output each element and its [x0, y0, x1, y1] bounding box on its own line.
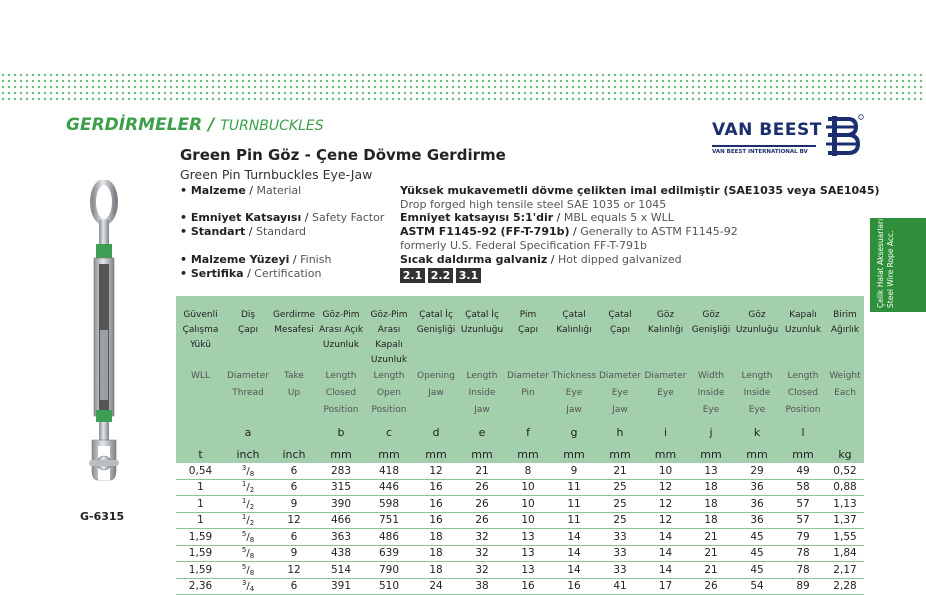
header-row-tr-cell: Güvenli Çalışma Yükü	[176, 296, 225, 368]
logo-wordmark: VAN BEEST	[712, 120, 822, 140]
table-cell: 14	[551, 529, 597, 546]
header-row-letter-cell: k	[734, 419, 780, 445]
header-row-letter	[176, 419, 864, 445]
table-cell: 13	[505, 562, 551, 579]
cert-badge: 3.1	[456, 268, 481, 283]
header-row-unit-cell: mm	[643, 445, 688, 463]
table-cell: 38	[459, 578, 505, 595]
table-cell: 598	[365, 496, 413, 513]
header-row-letter-cell: c	[365, 419, 413, 445]
spec-standard-label: • Standart / Standard	[180, 225, 307, 238]
table-cell: 29	[734, 463, 780, 479]
table-cell: 0,54	[176, 463, 225, 479]
header-row-unit-cell: t	[176, 445, 225, 463]
table-cell: 514	[317, 562, 365, 579]
table-cell: $^5/_8$	[225, 529, 271, 546]
table-cell: 790	[365, 562, 413, 579]
header-row-tr-cell: Göz Genişliği	[688, 296, 734, 368]
header-row-unit-cell: mm	[734, 445, 780, 463]
table-row	[176, 545, 864, 562]
table-cell: 26	[459, 479, 505, 496]
header-row-en-cell: Diameter Eye Jaw	[597, 368, 643, 419]
table-cell: 6	[271, 529, 317, 546]
header-row-letter-cell: i	[643, 419, 688, 445]
header-row-en-cell: Length Open Position	[365, 368, 413, 419]
table-cell: 12	[643, 512, 688, 529]
header-row-en-cell: Length Inside Eye	[734, 368, 780, 419]
table-cell: 6	[271, 463, 317, 479]
table-cell: 16	[413, 512, 459, 529]
turnbuckle-image	[84, 180, 124, 492]
table-cell: 14	[551, 545, 597, 562]
table-cell: 9	[271, 496, 317, 513]
table-cell: $^3/_8$	[225, 463, 271, 479]
logo-b-icon	[824, 114, 864, 160]
spec-standard-value-en: formerly U.S. Federal Specification FF-T-791b	[400, 239, 647, 252]
section-title-en: TURNBUCKLES	[220, 118, 324, 134]
header-row-en-cell: Width Inside Eye	[688, 368, 734, 419]
table-cell: $^1/_2$	[225, 496, 271, 513]
table-cell: 49	[780, 463, 826, 479]
specs-table	[176, 296, 864, 595]
table-cell: 32	[459, 562, 505, 579]
table-cell: 33	[597, 562, 643, 579]
header-row-letter-cell: l	[780, 419, 826, 445]
header-row-tr-cell: Göz-Pim Arası Açık Uzunluk	[317, 296, 365, 368]
table-row	[176, 562, 864, 579]
table-row	[176, 512, 864, 529]
table-cell: 363	[317, 529, 365, 546]
table-cell: 25	[597, 479, 643, 496]
table-cell: 16	[413, 479, 459, 496]
header-row-tr-cell: Çatal Kalınlığı	[551, 296, 597, 368]
header-row-unit-cell: mm	[551, 445, 597, 463]
table-cell: 14	[643, 562, 688, 579]
table-cell: 12	[643, 479, 688, 496]
table-cell: 11	[551, 479, 597, 496]
table-cell: 13	[688, 463, 734, 479]
table-cell: 1	[176, 496, 225, 513]
header-row-tr-cell: Göz-Pim Arası Kapalı Uzunluk	[365, 296, 413, 368]
table-cell: 283	[317, 463, 365, 479]
spec-finish-label: • Malzeme Yüzeyi / Finish	[180, 253, 332, 266]
table-cell: 1,13	[826, 496, 864, 513]
spec-safety-value: Emniyet katsayısı 5:1'dir / MBL equals 5 x WLL	[400, 211, 674, 224]
header-row-en-cell: Diameter Thread	[225, 368, 271, 419]
table-cell: 25	[597, 512, 643, 529]
table-cell: 466	[317, 512, 365, 529]
table-cell: 21	[688, 529, 734, 546]
spec-standard-value: ASTM F1145-92 (FF-T-791b) / Generally to ASTM F1145-92	[400, 225, 738, 238]
table-cell: 89	[780, 578, 826, 595]
table-cell: 33	[597, 545, 643, 562]
logo-rule	[712, 145, 816, 147]
table-cell: 11	[551, 496, 597, 513]
header-row-tr-cell: Birim Ağırlık	[826, 296, 864, 368]
spec-finish-value: Sıcak daldırma galvaniz / Hot dipped galvanized	[400, 253, 682, 266]
header-row-letter-cell: a	[225, 419, 271, 445]
table-cell: 26	[459, 496, 505, 513]
header-row-unit-cell: inch	[225, 445, 271, 463]
spec-safety-label: • Emniyet Katsayısı / Safety Factor	[180, 211, 385, 224]
header-row-unit-cell: inch	[271, 445, 317, 463]
table-cell: 16	[505, 578, 551, 595]
header-row-letter-cell: g	[551, 419, 597, 445]
header-row-en-cell: Diameter Eye	[643, 368, 688, 419]
table-cell: 32	[459, 529, 505, 546]
table-cell: 2,17	[826, 562, 864, 579]
header-row-unit	[176, 445, 864, 463]
header-row-en-cell: Weight Each	[826, 368, 864, 419]
header-row-letter-cell	[826, 419, 864, 445]
table-cell: 10	[505, 496, 551, 513]
table-cell: 1	[176, 479, 225, 496]
table-cell: 12	[643, 496, 688, 513]
header-row-tr-cell: Kapalı Uzunluk	[780, 296, 826, 368]
table-cell: 18	[413, 545, 459, 562]
table-cell: 0,52	[826, 463, 864, 479]
table-cell: 12	[271, 562, 317, 579]
header-row-en-cell: WLL	[176, 368, 225, 419]
table-cell: 57	[780, 512, 826, 529]
table-cell: 21	[459, 463, 505, 479]
header-row-unit-cell: mm	[317, 445, 365, 463]
table-cell: 418	[365, 463, 413, 479]
spec-material-value: Yüksek mukavemetli dövme çelikten imal edilmiştir (SAE1035 veya SAE1045)	[400, 184, 880, 197]
table-cell: 1,59	[176, 562, 225, 579]
table-row	[176, 496, 864, 513]
header-row-letter-cell: d	[413, 419, 459, 445]
table-cell: 2,36	[176, 578, 225, 595]
side-tab-line2: Steel Wire Rope Acc.	[886, 230, 895, 308]
table-cell: 10	[643, 463, 688, 479]
spec-cert-label: • Sertifika / Certification	[180, 267, 322, 280]
header-row-en-cell: Length Inside Jaw	[459, 368, 505, 419]
section-title	[66, 115, 324, 135]
table-cell: 45	[734, 562, 780, 579]
table-cell: 18	[688, 496, 734, 513]
cert-badge: 2.1	[400, 268, 425, 283]
table-row	[176, 529, 864, 546]
table-cell: 24	[413, 578, 459, 595]
table-cell: 36	[734, 479, 780, 496]
header-row-unit-cell: mm	[505, 445, 551, 463]
product-code: G-6315	[80, 510, 125, 523]
header-row-unit-cell: kg	[826, 445, 864, 463]
table-cell: 79	[780, 529, 826, 546]
table-cell: 6	[271, 479, 317, 496]
table-cell: 16	[413, 496, 459, 513]
header-row-letter-cell	[271, 419, 317, 445]
table-cell: 1,84	[826, 545, 864, 562]
table-cell: 14	[643, 529, 688, 546]
table-cell: 78	[780, 562, 826, 579]
section-title-tr: GERDİRMELER	[66, 115, 203, 135]
header-row-tr-cell: Çatal İç Genişliği	[413, 296, 459, 368]
table-cell: 0,88	[826, 479, 864, 496]
table-cell: $^3/_4$	[225, 578, 271, 595]
table-cell: 21	[688, 562, 734, 579]
table-cell: 17	[643, 578, 688, 595]
table-cell: 12	[271, 512, 317, 529]
table-cell: 1,55	[826, 529, 864, 546]
table-cell: 13	[505, 529, 551, 546]
header-row-unit-cell: mm	[365, 445, 413, 463]
table-cell: 1,37	[826, 512, 864, 529]
header-row-letter-cell: f	[505, 419, 551, 445]
table-cell: 18	[413, 562, 459, 579]
table-cell: 33	[597, 529, 643, 546]
header-row-tr-cell: Göz Kalınlığı	[643, 296, 688, 368]
table-cell: $^5/_8$	[225, 545, 271, 562]
table-cell: 58	[780, 479, 826, 496]
dotted-band	[0, 72, 926, 102]
table-cell: 2,28	[826, 578, 864, 595]
table-cell: $^5/_8$	[225, 562, 271, 579]
table-cell: 57	[780, 496, 826, 513]
table-cell: 45	[734, 529, 780, 546]
table-cell: 9	[551, 463, 597, 479]
table-cell: 26	[688, 578, 734, 595]
header-row-unit-cell: mm	[688, 445, 734, 463]
table-cell: 1,59	[176, 545, 225, 562]
header-row-en-cell: Diameter Pin	[505, 368, 551, 419]
van-beest-logo	[706, 114, 866, 162]
header-row-en-cell: Thickness Eye Jaw	[551, 368, 597, 419]
header-row-tr-cell: Gerdirme Mesafesi	[271, 296, 317, 368]
table-cell: 25	[597, 496, 643, 513]
table-cell: 18	[413, 529, 459, 546]
header-row-tr	[176, 296, 864, 368]
header-row-tr-cell: Pim Çapı	[505, 296, 551, 368]
table-cell: 315	[317, 479, 365, 496]
table-cell: 14	[643, 545, 688, 562]
header-row-unit-cell: mm	[597, 445, 643, 463]
table-cell: 751	[365, 512, 413, 529]
table-row	[176, 578, 864, 595]
table-cell: 21	[688, 545, 734, 562]
table-cell: 1	[176, 512, 225, 529]
side-tab-text	[876, 219, 896, 308]
table-cell: 446	[365, 479, 413, 496]
table-cell: 14	[551, 562, 597, 579]
header-row-letter-cell: e	[459, 419, 505, 445]
product-subtitle: Green Pin Turnbuckles Eye-Jaw	[180, 167, 373, 182]
header-row-tr-cell: Çatal Çapı	[597, 296, 643, 368]
table-cell: 486	[365, 529, 413, 546]
logo-subtitle: VAN BEEST INTERNATIONAL BV	[712, 149, 808, 155]
table-cell: 78	[780, 545, 826, 562]
spec-material-value-en: Drop forged high tensile steel SAE 1035 or 1045	[400, 198, 667, 211]
header-row-letter-cell: b	[317, 419, 365, 445]
table-cell: 18	[688, 512, 734, 529]
header-row-tr-cell: Göz Uzunluğu	[734, 296, 780, 368]
table-cell: 391	[317, 578, 365, 595]
table-cell: 11	[551, 512, 597, 529]
header-row-en	[176, 368, 864, 419]
table-row	[176, 463, 864, 479]
header-row-letter-cell: j	[688, 419, 734, 445]
spec-material-label: • Malzeme / Material	[180, 184, 302, 197]
header-row-tr-cell: Diş Çapı	[225, 296, 271, 368]
side-tab-line1: Çelik Halat Aksesuarları	[876, 218, 885, 308]
table-cell: 13	[505, 545, 551, 562]
side-category-tab[interactable]	[870, 218, 926, 312]
table-cell: 12	[413, 463, 459, 479]
table-cell: 9	[271, 545, 317, 562]
table-cell: 16	[551, 578, 597, 595]
table-cell: 510	[365, 578, 413, 595]
table-cell: 18	[688, 479, 734, 496]
table-cell: 438	[317, 545, 365, 562]
table-row	[176, 479, 864, 496]
table-cell: 26	[459, 512, 505, 529]
header-row-en-cell: Length Closed Position	[780, 368, 826, 419]
table-cell: 45	[734, 545, 780, 562]
table-cell: 54	[734, 578, 780, 595]
header-row-tr-cell: Çatal İç Uzunluğu	[459, 296, 505, 368]
table-cell: 36	[734, 512, 780, 529]
table-cell: 21	[597, 463, 643, 479]
header-row-unit-cell: mm	[413, 445, 459, 463]
table-cell: 1,59	[176, 529, 225, 546]
table-cell: 32	[459, 545, 505, 562]
header-row-en-cell: Length Closed Position	[317, 368, 365, 419]
product-title: Green Pin Göz - Çene Dövme Gerdirme	[180, 146, 506, 164]
header-row-letter-cell: h	[597, 419, 643, 445]
table-cell: 8	[505, 463, 551, 479]
table-cell: 639	[365, 545, 413, 562]
table-cell: 10	[505, 479, 551, 496]
header-row-en-cell: Opening Jaw	[413, 368, 459, 419]
table-cell: 41	[597, 578, 643, 595]
table-cell: 10	[505, 512, 551, 529]
table-cell: $^1/_2$	[225, 512, 271, 529]
table-cell: 36	[734, 496, 780, 513]
table-cell: 390	[317, 496, 365, 513]
cert-badge: 2.2	[428, 268, 453, 283]
section-title-separator: /	[202, 115, 221, 135]
table-cell: $^1/_2$	[225, 479, 271, 496]
table-cell: 6	[271, 578, 317, 595]
header-row-en-cell: Take Up	[271, 368, 317, 419]
header-row-unit-cell: mm	[780, 445, 826, 463]
header-row-unit-cell: mm	[459, 445, 505, 463]
header-row-letter-cell	[176, 419, 225, 445]
